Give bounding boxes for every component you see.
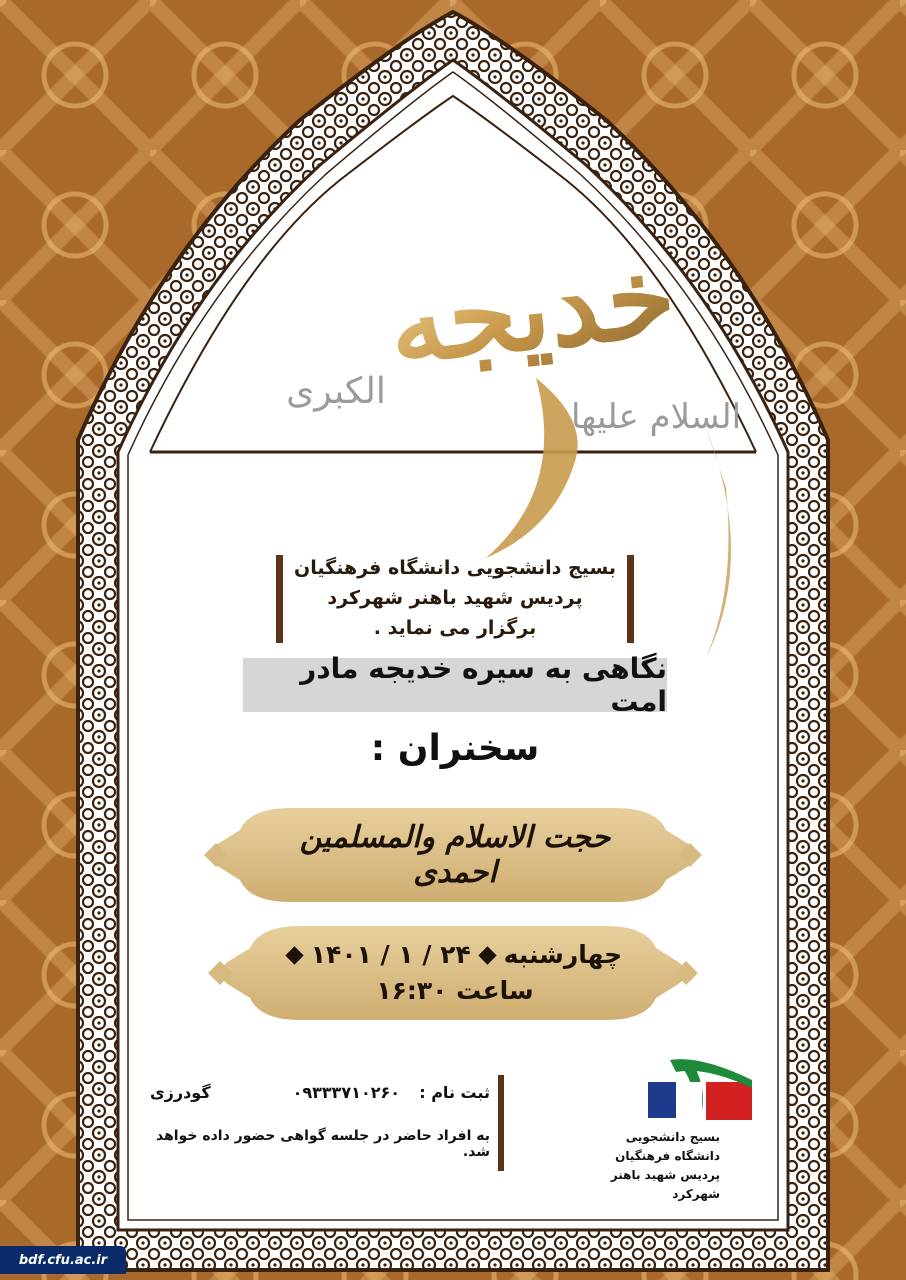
event-date: ۲۴ / ۱ / ۱۴۰۱ [310, 940, 471, 969]
topic-title: نگاهی به سیره خدیجه مادر امت [300, 652, 667, 718]
event-time: ساعت ۱۶:۳۰ [376, 976, 534, 1005]
calligraphy-epithet: الکبری [286, 371, 386, 412]
calligraphy-title: خدیجه [382, 230, 682, 389]
event-datetime [282, 928, 628, 1018]
organizer-line-3: برگزار می نماید . [373, 617, 537, 639]
organizer-line-2: پردیس شهید باهنر شهرکرد [327, 587, 583, 609]
logo-line-2: دانشگاه فرهنگیان [615, 1149, 720, 1163]
topic-banner [243, 652, 667, 718]
organizer-line-1: بسیج دانشجویی دانشگاه فرهنگیان [294, 557, 616, 579]
logo-line-3: پردیس شهید باهنر شهرکرد [610, 1168, 720, 1201]
speakers-label: سخنران : [370, 728, 540, 769]
logo-caption [560, 1128, 720, 1204]
registration-phone: ۰۹۳۳۳۷۱۰۲۶۰ [292, 1083, 400, 1102]
diamond-icon [285, 946, 303, 964]
registration-row [150, 1083, 490, 1113]
registration-label: ثبت نام : [419, 1083, 490, 1102]
speaker-name [270, 810, 640, 900]
registration-contact: گودرزی [150, 1083, 211, 1102]
registration-note: به افراد حاضر در جلسه گواهی حضور داده خواهد شد. [156, 1128, 490, 1160]
speaker-name-text: حجت الاسلام والمسلمین احمدی [299, 820, 611, 890]
site-watermark[interactable]: bdf.cfu.ac.ir [0, 1246, 126, 1274]
calligraphy-salutation: السلام علیها [570, 397, 742, 437]
organizer-block [290, 553, 620, 645]
logo-line-1: بسیج دانشجویی [625, 1130, 720, 1144]
diamond-icon [478, 946, 496, 964]
event-day: چهارشنبه [503, 940, 623, 969]
